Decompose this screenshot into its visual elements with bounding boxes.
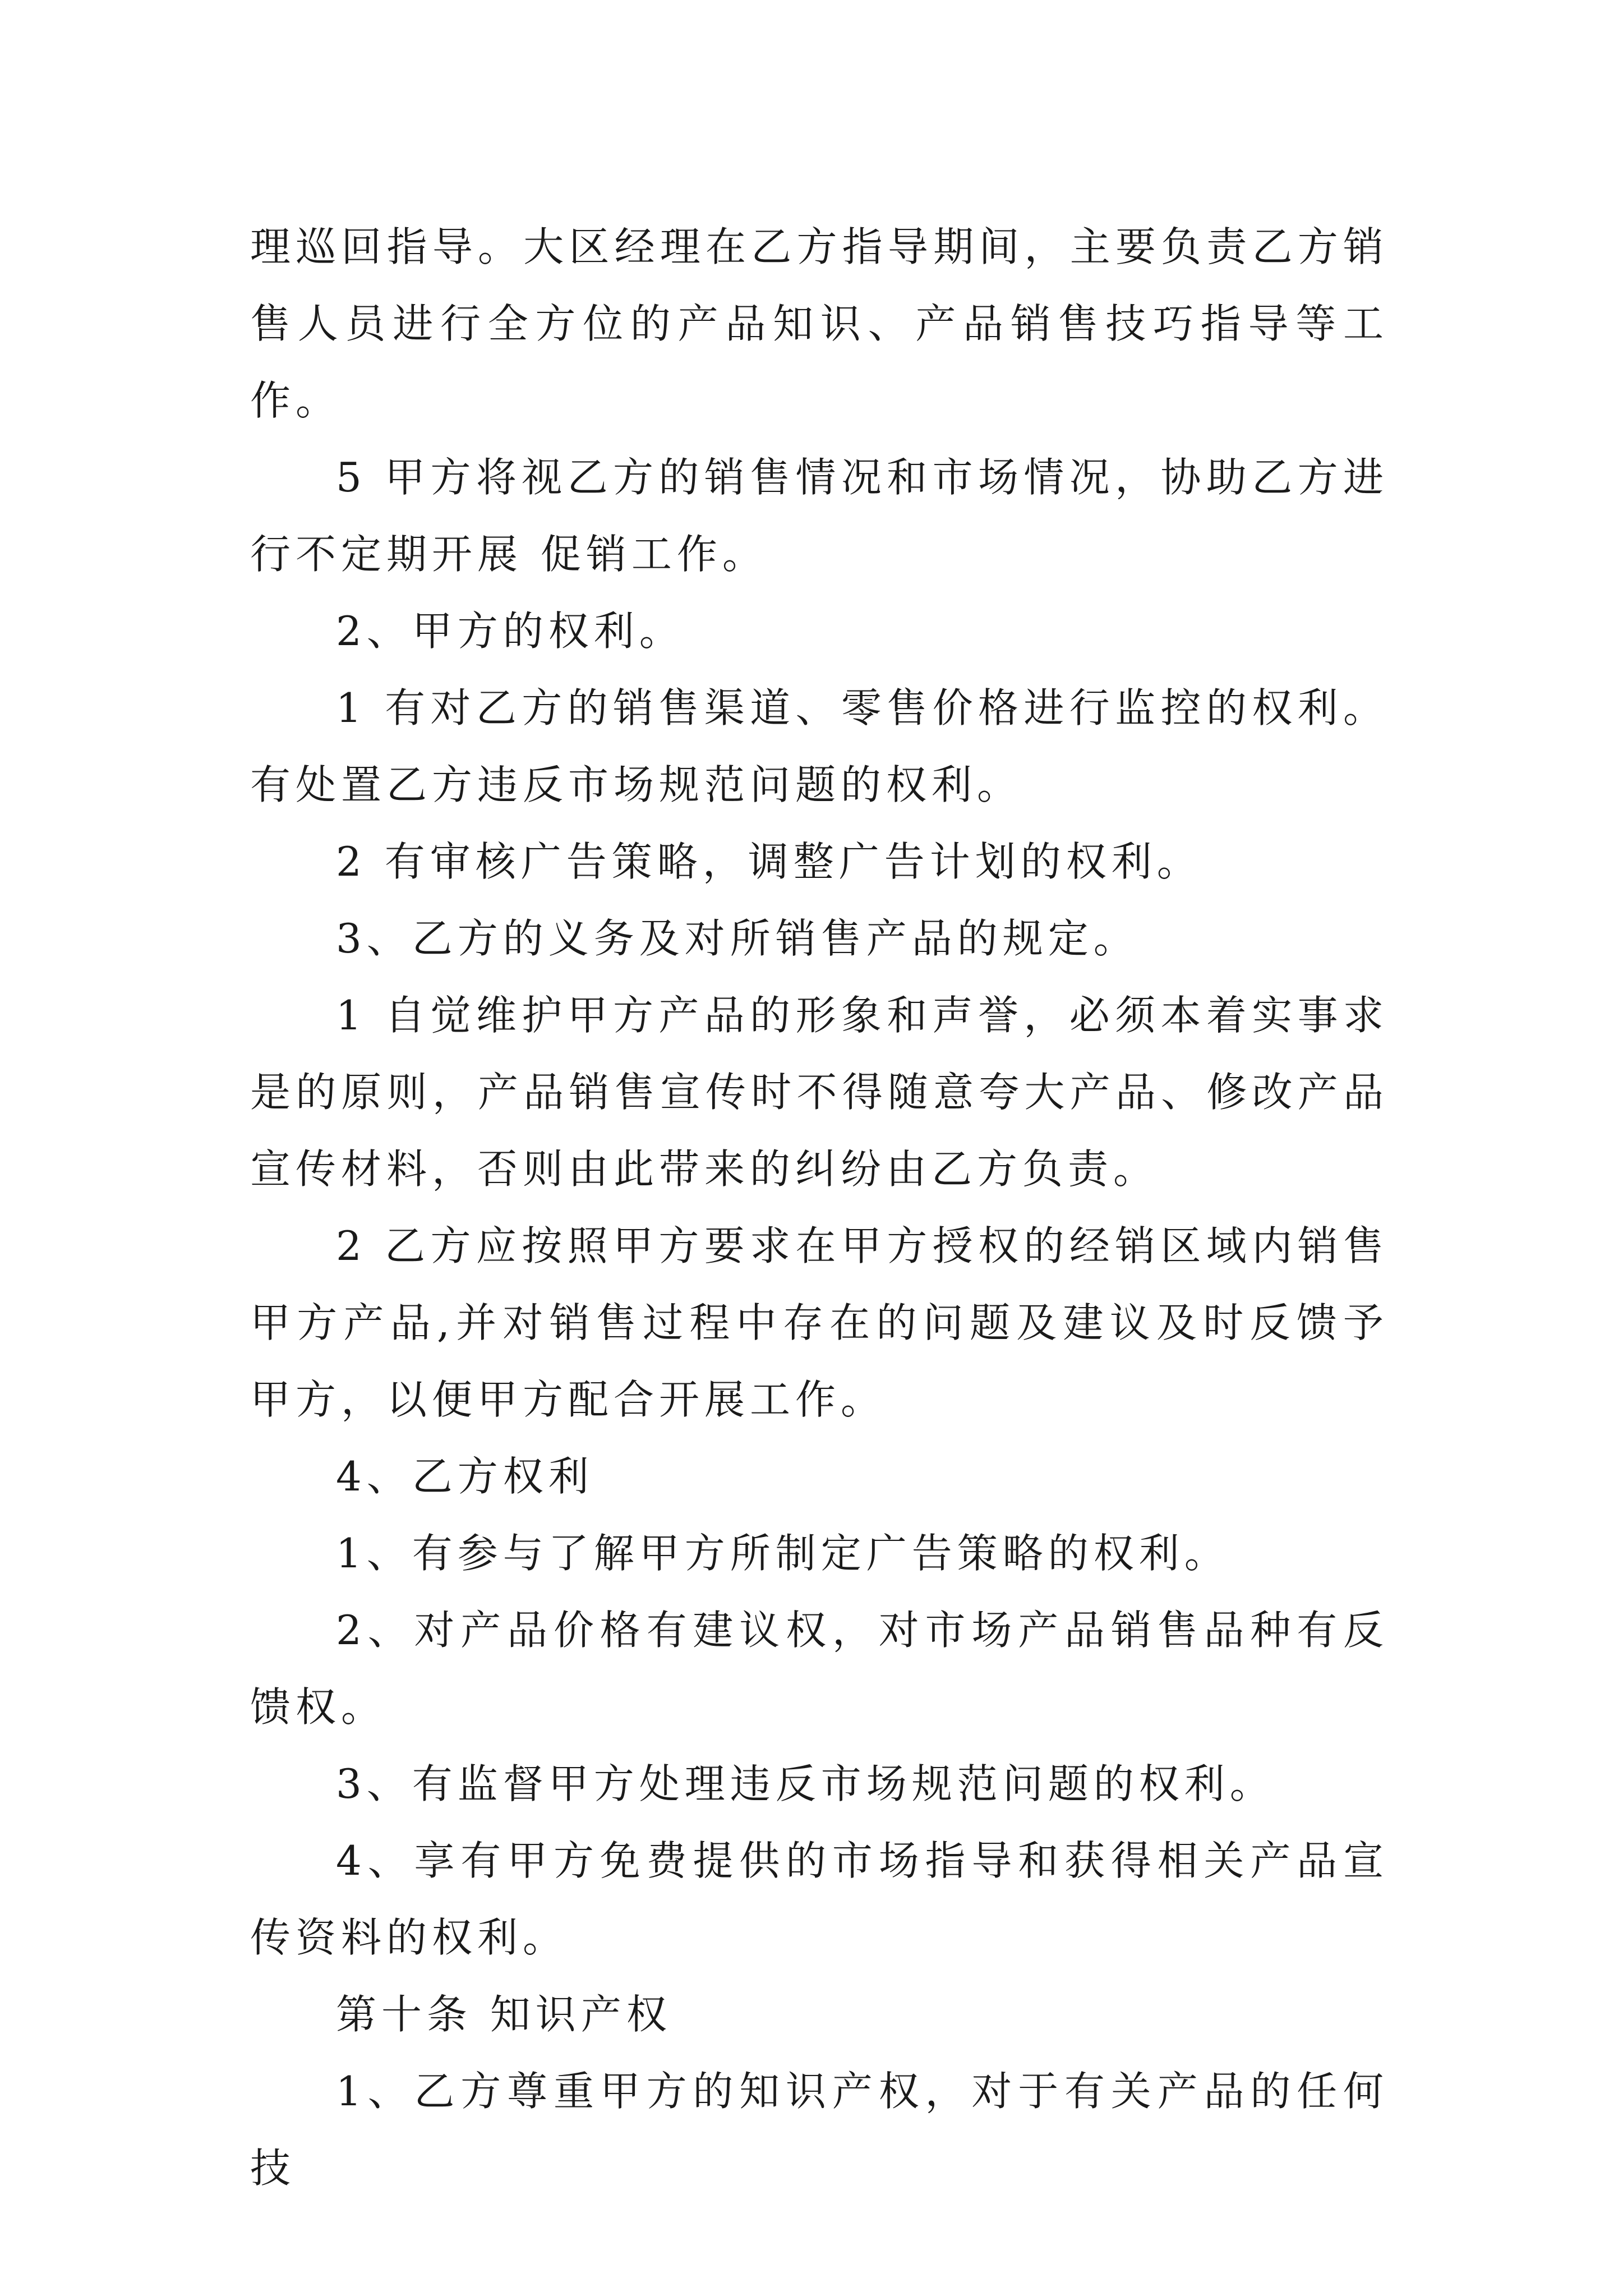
paragraph: 2、对产品价格有建议权，对市场产品销售品种有反馈权。 — [250, 1607, 1389, 1731]
paragraph: 5 甲方将视乙方的销售情况和市场情况，协助乙方进行不定期开展 促销工作。 — [250, 454, 1389, 578]
paragraph: 1、乙方尊重甲方的知识产权，对于有关产品的任何技 — [250, 2068, 1389, 2192]
article-heading: 第十条 知识产权 — [336, 1991, 672, 2038]
paragraph: 2 乙方应按照甲方要求在甲方授权的经销区域内销售甲方产品,并对销售过程中存在的问题及建议及时反馈予甲方，以便甲方配合开展工作。 — [250, 1222, 1389, 1423]
section-heading: 3、乙方的义务及对所销售产品的规定。 — [336, 915, 1139, 962]
paragraph: 理巡回指导。大区经理在乙方指导期间，主要负责乙方销售人员进行全方位的产品知识、产品销售技巧指导等工作。 — [250, 223, 1389, 424]
section-heading: 4、乙方权利 — [336, 1453, 594, 1500]
paragraph: 1 自觉维护甲方产品的形象和声誉，必须本着实事求是的原则，产品销售宣传时不得随意夸大产品、修改产品宣传材料，否则由此带来的纠纷由乙方负责。 — [250, 992, 1389, 1193]
paragraph: 2 有审核广告策略，调整广告计划的权利。 — [336, 838, 1202, 885]
paragraph: 3、有监督甲方处理违反市场规范问题的权利。 — [336, 1760, 1275, 1807]
paragraph: 1 有对乙方的销售渠道、零售价格进行监控的权利。有处置乙方违反市场规范问题的权利。 — [250, 684, 1389, 808]
paragraph: 1、有参与了解甲方所制定广告策略的权利。 — [336, 1530, 1230, 1577]
paragraph: 4、享有甲方免费提供的市场指导和获得相关产品宣传资料的权利。 — [250, 1837, 1389, 1961]
document-body — [250, 209, 1389, 2207]
section-heading: 2、甲方的权利。 — [336, 608, 685, 655]
